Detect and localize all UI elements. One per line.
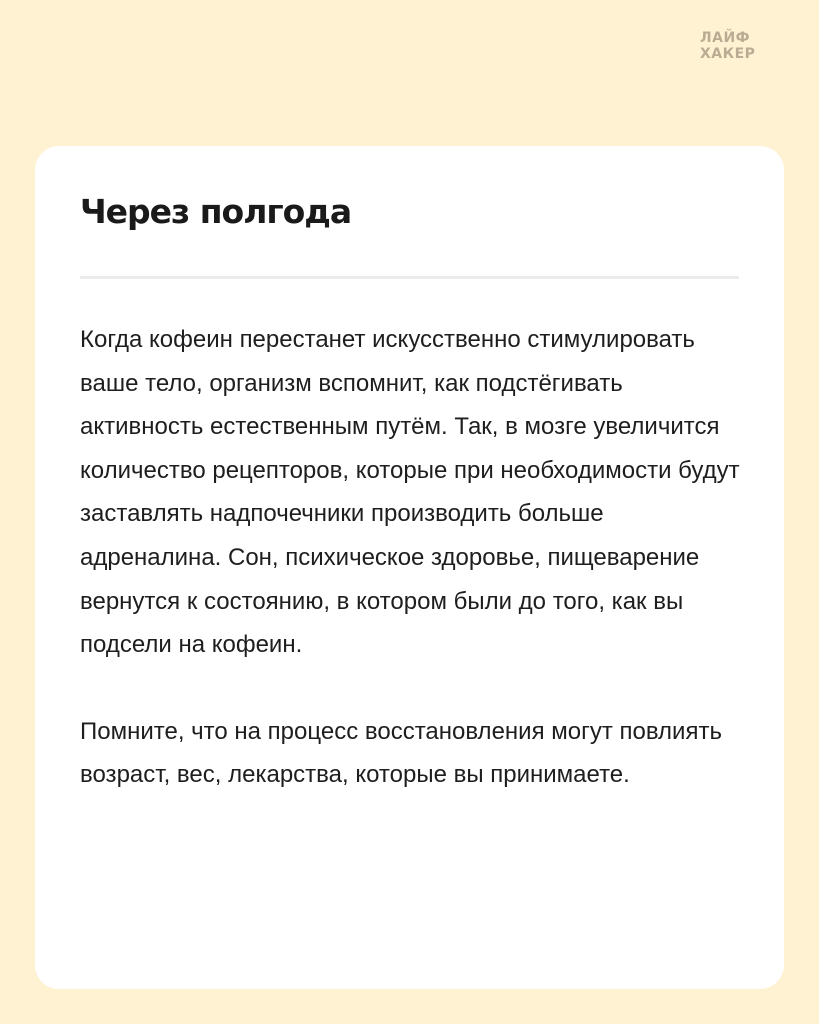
logo-line-2: ХАКЕР [700, 46, 756, 62]
card-title: Через полгода [80, 192, 352, 231]
logo-line-1: ЛАЙФ [700, 30, 751, 46]
divider [80, 276, 739, 279]
card-body [80, 318, 750, 840]
paragraph-2: Помните, что на процесс восстановления могут повлиять возраст, вес, лекарства, которые вы принимаете. [80, 717, 722, 789]
lifehacker-logo [700, 30, 790, 62]
content-card [35, 146, 784, 989]
paragraph-1: Когда кофеин перестанет искусственно стимулировать ваше тело, организм вспомнит, как подстёгивать активность естественным путём. Так, в мозге увеличится количество рецепторов, которые при необходимости будут заставлять надпочечники производить больше адреналина. Сон, психическое здоровье, пищеварение вернутся к состоянию, в котором были до того, как вы подсели на кофеин. [80, 326, 740, 659]
